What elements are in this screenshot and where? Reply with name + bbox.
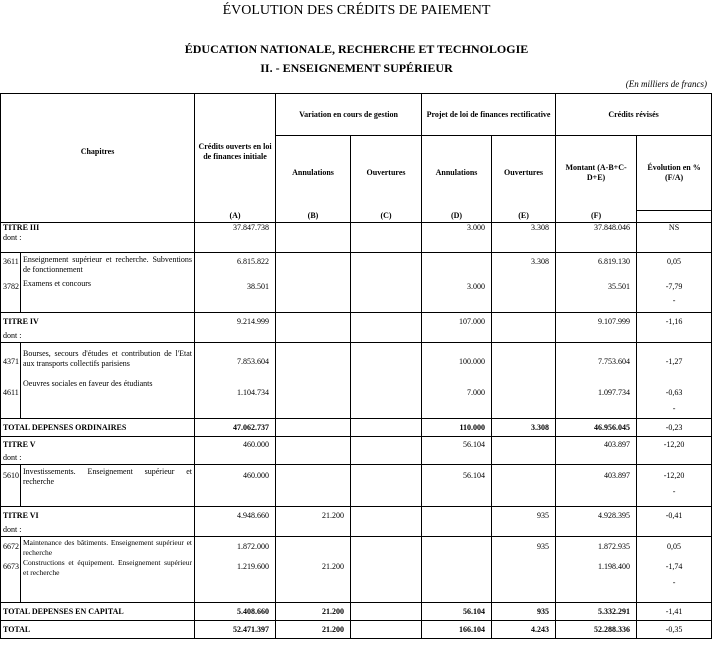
section-title: II. - ENSEIGNEMENT SUPÉRIEUR — [260, 61, 453, 75]
row-label: Investissements. Enseignement supérieur et recherche — [23, 467, 193, 486]
header-annulations-b: Annulations — [276, 136, 351, 211]
row-label: TITRE III — [3, 223, 40, 232]
header-col-d: (D) — [422, 211, 492, 223]
row-code: 3611 — [3, 257, 19, 266]
row-label: Examens et concours — [23, 279, 91, 288]
row-code: 4611 — [3, 388, 19, 397]
dont-label: dont : — [3, 453, 22, 462]
row-label: TITRE V — [3, 440, 36, 449]
row-label: TITRE VI — [3, 511, 39, 520]
credits-table — [0, 93, 712, 639]
row-code: 6673 — [3, 562, 19, 571]
header-ouvertures-c: Ouvertures — [351, 136, 422, 211]
table-row: 6672 6673 Maintenance des bâtiments. Enseignement supérieur et recherche Constructions et équipement. Enseignement supérieur et recherche 1.872.000 1.219.600 21.200 935 1.872.935 1.198.400 0,05 -1,74 - — [1, 537, 712, 603]
header-credits-ouverts: Crédits ouverts en loi de finances initiale — [195, 94, 276, 211]
row-label: Oeuvres sociales en faveur des étudiants — [23, 379, 153, 388]
header-chapitres: Chapitres — [1, 94, 195, 211]
header-variation: Variation en cours de gestion — [276, 94, 422, 136]
header-revises: Crédits révisés — [556, 94, 712, 136]
dont-label: dont : — [3, 525, 22, 534]
table-row: TITRE VI dont : 4.948.660 21.200 935 4.928.395 -0,41 — [1, 507, 712, 537]
table-row: 5610 Investissements. Enseignement supérieur et recherche 460.000 56.104 403.897 -12,20 - — [1, 465, 712, 507]
unit-note: (En milliers de francs) — [625, 79, 707, 89]
table-row: 3611 3782 Enseignement supérieur et recherche. Subventions de fonctionnement Examens et concours 6.815.822 38.501 3.000 3.308 6.819.130 35.501 0,05 -7,79 - — [1, 253, 712, 313]
header-projet: Projet de loi de finances rectificative — [422, 94, 556, 136]
header-evolution: Évolution en % (F/A) — [637, 136, 712, 211]
row-label: Enseignement supérieur et recherche. Subventions de fonctionnement — [23, 255, 193, 274]
row-code: 5610 — [3, 471, 19, 480]
dont-label: dont : — [3, 331, 22, 340]
page-title: ÉVOLUTION DES CRÉDITS DE PAIEMENT — [222, 3, 491, 18]
header-col-b: (B) — [276, 211, 351, 223]
header-montant: Montant (A-B+C-D+E) — [556, 136, 637, 211]
row-label: TOTAL DEPENSES EN CAPITAL — [1, 603, 195, 621]
header-col-a: (A) — [195, 211, 276, 223]
table-row: TITRE III dont : 37.847.738 3.000 3.308 37.848.046 NS — [1, 223, 712, 253]
table-row: TITRE IV dont : 9.214.999 107.000 9.107.999 -1,16 — [1, 313, 712, 343]
row-label: TOTAL DEPENSES ORDINAIRES — [1, 419, 195, 437]
row-label: Maintenance des bâtiments. Enseignement supérieur et recherche — [23, 538, 193, 557]
header-col-f: (F) — [556, 211, 637, 223]
row-code: 6672 — [3, 542, 19, 551]
header-col-g — [637, 211, 712, 223]
ministry-subtitle: ÉDUCATION NATIONALE, RECHERCHE ET TECHNOLOGIE — [184, 42, 529, 56]
header-annulations-d: Annulations — [422, 136, 492, 211]
row-code: 3782 — [3, 282, 19, 291]
row-label: TOTAL — [1, 621, 195, 639]
table-row: TOTAL DEPENSES ORDINAIRES 47.062.737 110.000 3.308 46.956.045 -0,23 — [1, 419, 712, 437]
table-row: TITRE V dont : 460.000 56.104 403.897 -12,20 — [1, 437, 712, 465]
row-label: TITRE IV — [3, 317, 39, 326]
table-row: TOTAL 52.471.397 21.200 166.104 4.243 52.288.336 -0,35 — [1, 621, 712, 639]
header-col-c: (C) — [351, 211, 422, 223]
table-row: TOTAL DEPENSES EN CAPITAL 5.408.660 21.200 56.104 935 5.332.291 -1,41 — [1, 603, 712, 621]
row-label: Bourses, secours d'études et contribution de l'Etat aux transports collectifs parisiens — [23, 349, 193, 368]
table-row: 4371 4611 Bourses, secours d'études et contribution de l'Etat aux transports collectifs parisiens Oeuvres sociales en faveur des étudiants 7.853.604 1.104.734 100.000 7.000 7.753.604 1.097.734 -1,27 -0,63 - — [1, 343, 712, 419]
dont-label: dont : — [3, 233, 22, 242]
header-ouvertures-e: Ouvertures — [492, 136, 556, 211]
header-col-e: (E) — [492, 211, 556, 223]
row-label: Constructions et équipement. Enseignement supérieur et recherche — [23, 558, 193, 577]
row-code: 4371 — [3, 357, 19, 366]
